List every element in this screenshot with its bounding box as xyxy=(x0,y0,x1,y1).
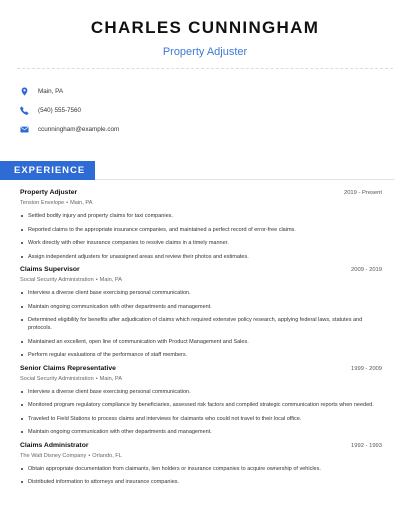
list-item: Reported claims to the appropriate insurance companies, and maintained a perfect record of error-free claims. xyxy=(20,226,382,234)
envelope-icon xyxy=(20,125,29,134)
phone-icon xyxy=(20,106,29,115)
job-bullets xyxy=(20,465,382,487)
header-divider xyxy=(17,68,393,69)
job-bullets xyxy=(20,289,382,359)
job-entry xyxy=(20,442,382,487)
experience-section-title: EXPERIENCE xyxy=(14,165,86,176)
list-item: Determined eligibility for benefits after adjudication of claims which required extensive policy research, applying federal laws, statutes and protocols. xyxy=(20,316,382,332)
list-item: Maintain ongoing communication with other departments and management. xyxy=(20,303,382,311)
job-entry xyxy=(20,189,382,261)
experience-section-header xyxy=(0,161,95,180)
section-rule xyxy=(95,179,395,180)
job-entry-dates: 2009 - 2019 xyxy=(351,267,382,273)
job-entry-company: Tension Envelope • Main, PA xyxy=(20,200,93,206)
list-item: Distributed information to attorneys and insurance companies. xyxy=(20,478,382,486)
location-pin-icon xyxy=(20,87,29,96)
resume-header xyxy=(0,18,410,58)
company-name: The Walt Disney Company xyxy=(20,452,87,459)
contact-email-text: ccunningham@example.com xyxy=(38,125,120,133)
company-location: Orlando, FL xyxy=(92,452,122,459)
job-entry xyxy=(20,365,382,437)
job-entry-company: The Walt Disney Company • Orlando, FL xyxy=(20,452,122,459)
job-entry-dates: 1992 - 1993 xyxy=(351,442,382,449)
list-item: Monitored program regulatory compliance by beneficiaries, assessed risk factors and compiled strategic communication reports when needed. xyxy=(20,401,382,409)
job-entry-title: Claims Administrator xyxy=(20,441,89,449)
company-name: Tension Envelope xyxy=(20,200,65,206)
company-name: Social Security Administration xyxy=(20,277,94,283)
contact-location-text: Main, PA xyxy=(38,87,64,95)
job-bullets xyxy=(20,388,382,437)
list-item: Perform regular evaluations of the performance of staff members. xyxy=(20,351,382,359)
job-entry-company: Social Security Administration • Main, PA xyxy=(20,375,122,382)
job-entry xyxy=(20,266,382,359)
job-title-heading: Property Adjuster xyxy=(162,46,248,58)
company-location: Main, PA xyxy=(99,375,122,382)
company-name: Social Security Administration xyxy=(20,375,94,382)
contact-email xyxy=(20,120,390,138)
list-item: Assign independent adjusters for unassigned areas and review their photos and estimates. xyxy=(20,253,382,261)
contact-info xyxy=(20,82,390,139)
company-location: Main, PA xyxy=(70,200,93,206)
contact-phone xyxy=(20,101,390,119)
contact-phone-text: (540) 555-7560 xyxy=(38,106,82,114)
job-bullets xyxy=(20,212,382,261)
contact-location xyxy=(20,82,390,100)
list-item: Obtain appropriate documentation from claimants, lien holders or insurance companies to acquire ownership of vehicles. xyxy=(20,465,382,473)
candidate-name: CHARLES CUNNINGHAM xyxy=(90,18,320,37)
list-item: Work directly with other insurance companies to resolve claims in a timely manner. xyxy=(20,239,382,247)
list-item: Interview a diverse client base exercising personal communication. xyxy=(20,388,382,396)
job-entry-title: Claims Supervisor xyxy=(20,266,80,273)
list-item: Settled bodily injury and property claims for taxi companies. xyxy=(20,212,382,220)
list-item: Interview a diverse client base exercising personal communication. xyxy=(20,289,382,297)
job-entry-title: Property Adjuster xyxy=(20,189,78,196)
job-entry-title: Senior Claims Representative xyxy=(20,364,116,372)
list-item: Traveled to Field Stations to process claims and interviews for claimants who could not travel to their local office. xyxy=(20,415,382,423)
company-location: Main, PA xyxy=(99,277,122,283)
job-entry-dates: 2019 - Present xyxy=(343,190,382,196)
list-item: Maintain ongoing communication with other departments and management. xyxy=(20,428,382,436)
list-item: Maintained an excellent, open line of communication with Product Management and Sales. xyxy=(20,338,382,346)
job-entry-dates: 1999 - 2009 xyxy=(351,365,382,372)
experience-list xyxy=(20,189,382,492)
job-entry-company: Social Security Administration • Main, PA xyxy=(20,277,122,283)
